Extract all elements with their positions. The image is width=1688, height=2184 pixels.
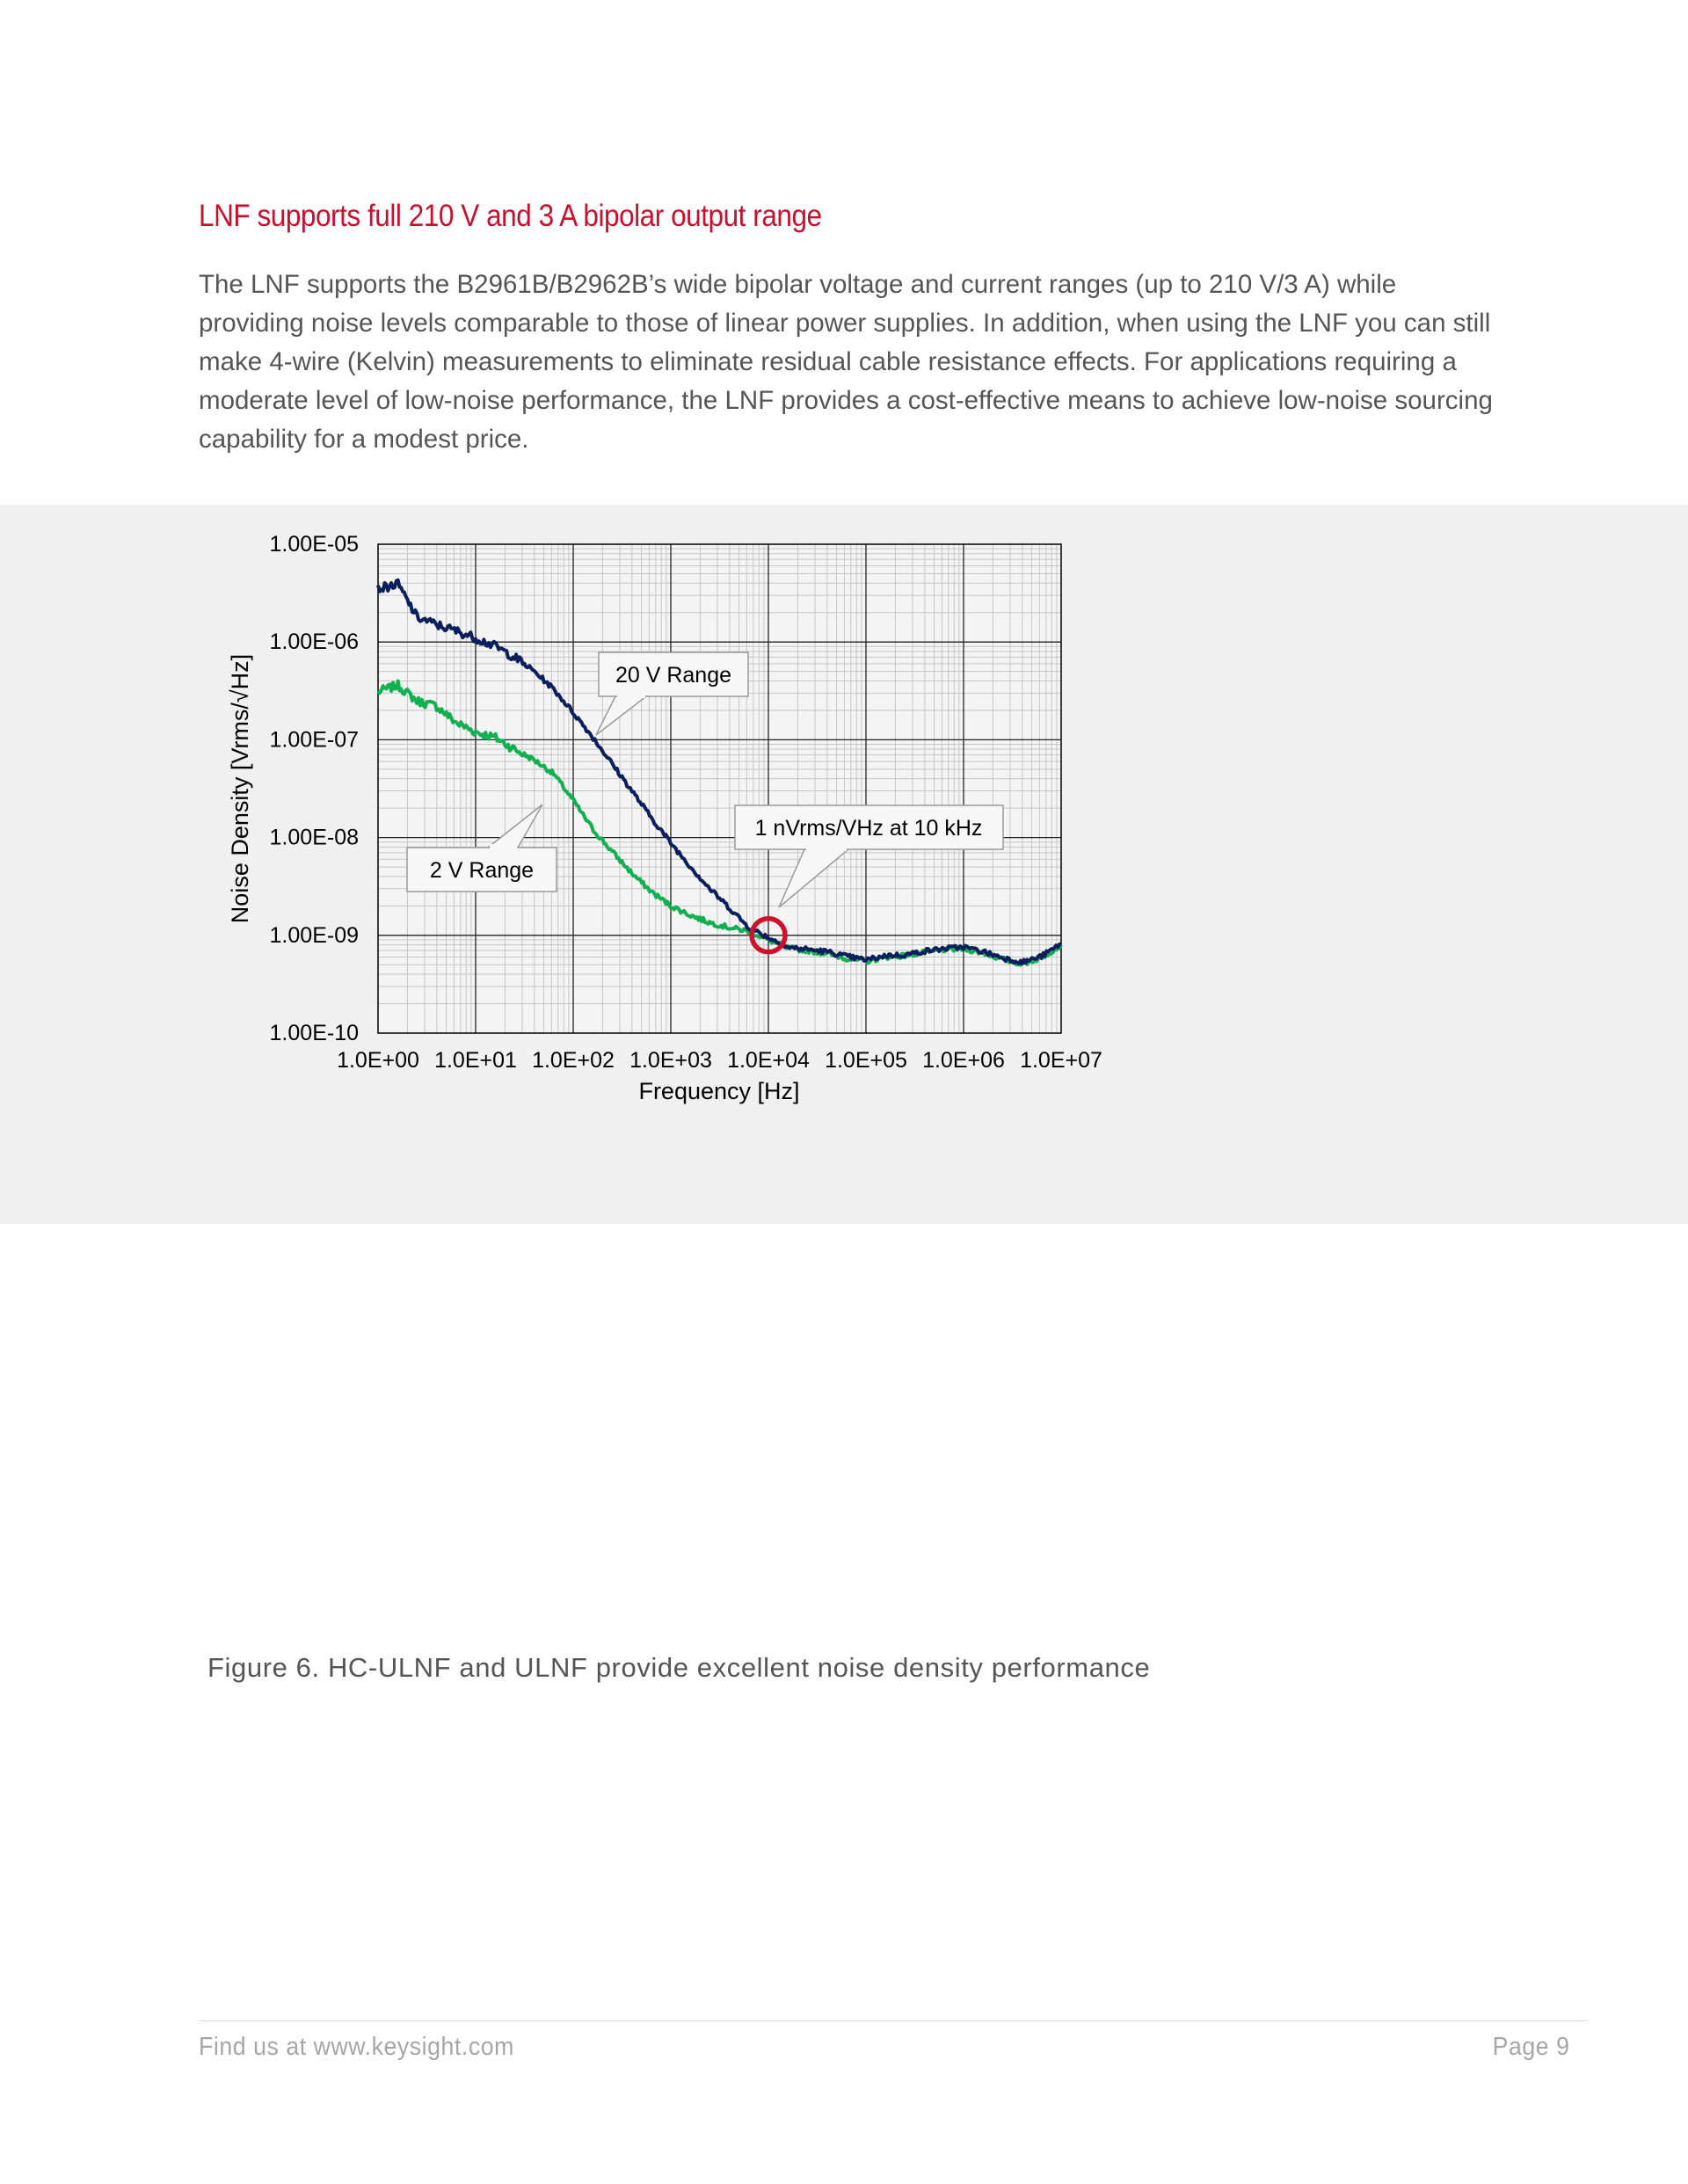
body-paragraph: The LNF supports the B2961B/B2962B’s wide bipolar voltage and current ranges (up to 210 V/3 A) while providing noise levels comparable to those of linear power supplies. In addition, when using the LNF you can still make 4-wire (Kelvin) measurements to eliminate residual cable resistance effects. For applications requiring a moderate level of low-noise performance, the LNF provides a cost-effective means to achieve low-noise sourcing capability for a modest price. [199, 270, 1493, 454]
footer-page-number: Page 9 [1493, 2033, 1570, 2061]
x-tick-label: 1.0E+02 [532, 1048, 615, 1073]
y-axis-ticks [270, 532, 359, 1045]
section-heading: LNF supports full 210 V and 3 A bipolar output range [199, 199, 822, 233]
y-tick-label: 1.00E-06 [269, 630, 359, 655]
x-tick-label: 1.0E+00 [337, 1048, 419, 1073]
y-tick-label: 1.00E-07 [269, 727, 359, 753]
callout-1nv-label: 1 nVrms/VHz at 10 kHz [754, 816, 983, 841]
x-axis-title: Frequency [Hz] [638, 1078, 800, 1104]
x-tick-label: 1.0E+01 [434, 1048, 517, 1073]
y-tick-label: 1.00E-05 [269, 532, 359, 557]
x-tick-label: 1.0E+07 [1020, 1048, 1102, 1073]
callout-20v-label: 20 V Range [615, 663, 732, 688]
y-tick-label: 1.00E-08 [269, 825, 359, 850]
footer-divider [199, 2020, 1588, 2021]
y-axis-title: Noise Density [Vrms/√Hz] [227, 653, 253, 924]
footer-website: Find us at www.keysight.com [199, 2033, 514, 2061]
y-tick-label: 1.00E-10 [269, 1021, 359, 1045]
y-tick-label: 1.00E-09 [269, 922, 359, 948]
figure-panel [0, 505, 1688, 1683]
x-tick-label: 1.0E+05 [825, 1048, 907, 1073]
figure-caption: Figure 6. HC-ULNF and ULNF provide excellent noise density performance [207, 1652, 1151, 1683]
noise-density-chart [0, 505, 1688, 1224]
x-tick-label: 1.0E+04 [727, 1048, 810, 1073]
x-axis-ticks [337, 1048, 1102, 1073]
callout-2v-label: 2 V Range [429, 858, 535, 883]
x-tick-label: 1.0E+06 [922, 1048, 1005, 1073]
x-tick-label: 1.0E+03 [629, 1048, 712, 1073]
